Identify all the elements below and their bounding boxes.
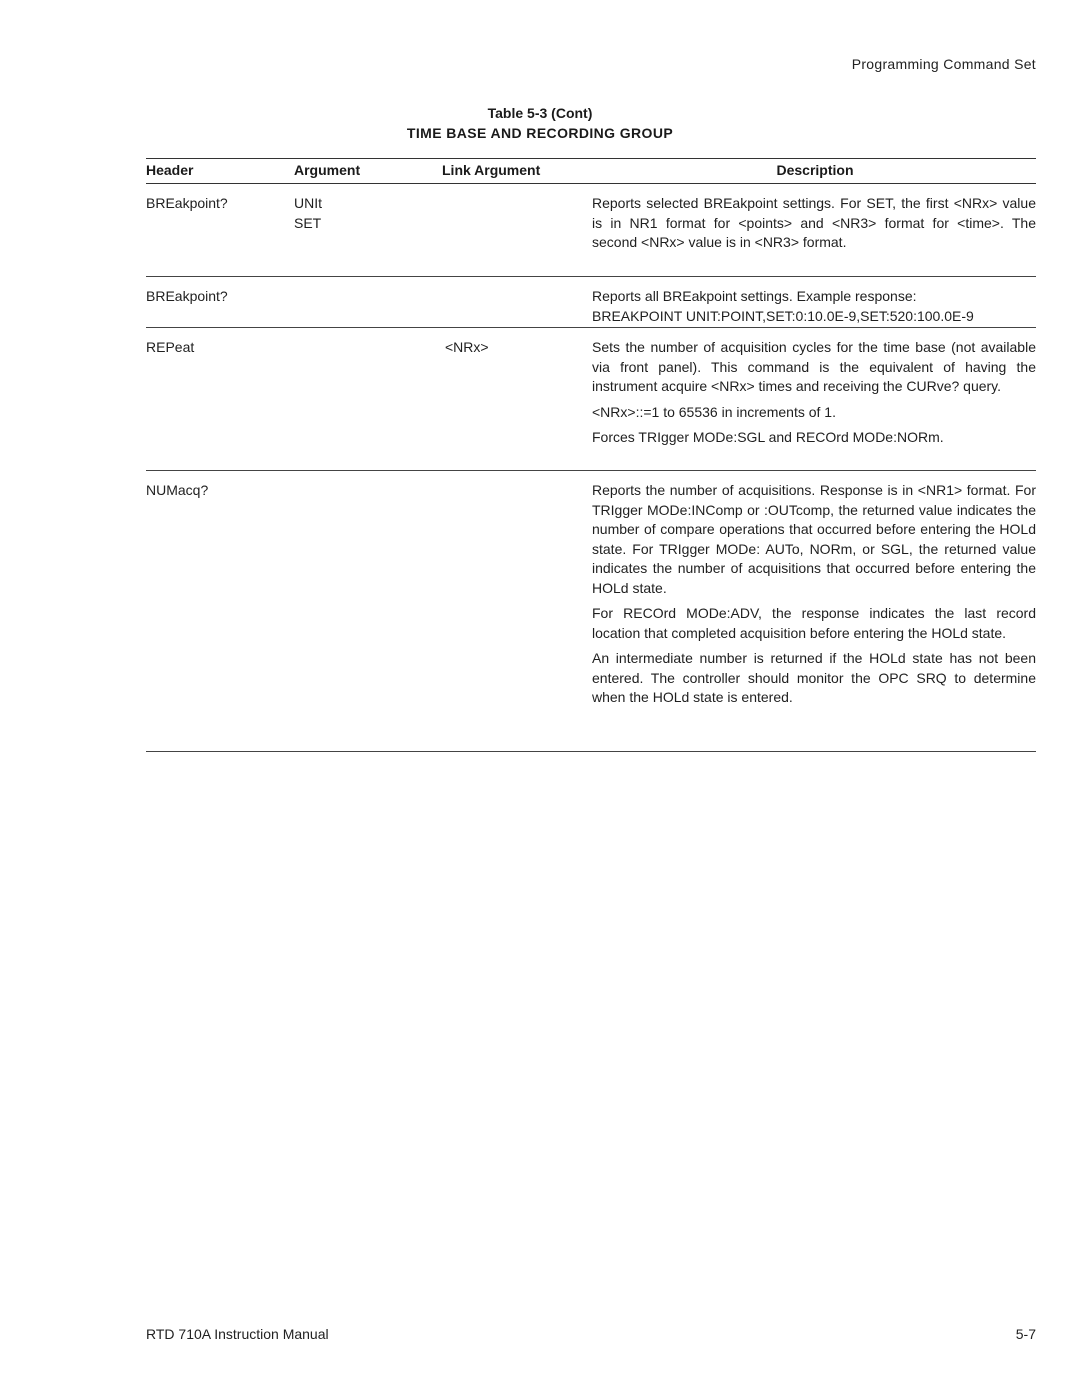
running-head: Programming Command Set [851,56,1036,72]
description-paragraph: <NRx>::=1 to 65536 in increments of 1. [592,403,836,420]
table-row [146,471,1036,752]
footer-manual-title: RTD 710A Instruction Manual [146,1326,329,1342]
description-paragraph: Reports selected BREakpoint settings. For SET, the first <NRx> value is in NR1 format for <points> and <NR3> format for <time>. The second <NRx> value is in <NR3> format. [592,195,1036,250]
row-header: REPeat [146,339,195,355]
row-description [592,194,1036,259]
column-header-argument: Argument [294,162,361,178]
table-number: Table 5-3 (Cont) [487,105,593,121]
footer-page-number: 5-7 [1015,1326,1036,1342]
description-paragraph: Forces TRIgger MODe:SGL and RECOrd MODe:NORm. [592,429,944,445]
description-paragraph: An intermediate number is returned if the HOLd state has not been entered. The controller should monitor the OPC SRQ to determine when the HOLd state is entered. [592,650,1036,705]
row-argument [294,194,322,233]
description-paragraph: Reports the number of acquisitions. Response is in <NR1> format. For TRIgger MODe:INComp or :OUTcomp, the returned value indicates the number of compare operations that occurred before entering the HOLd state. For TRIgger MODe: AUTo, NORm, or SGL, the returned value indicates the number of acquisitions that occurred before entering the HOLd state. [592,482,1036,596]
argument-line: SET [294,214,322,231]
row-link-argument: <NRx> [445,339,489,355]
table-row [146,184,1036,277]
row-description [592,481,1036,714]
row-description [592,287,1036,332]
description-paragraph: Sets the number of acquisition cycles for the time base (not available via front panel). This command is the equivalent of having the instrument acquire <NRx> times and receiving the CURve? query. [592,339,1036,394]
row-header: NUMacq? [146,482,209,498]
row-description [592,338,1036,454]
table-row [146,328,1036,471]
description-paragraph: BREAKPOINT UNIT:POINT,SET:0:10.0E-9,SET:520:100.0E-9 [592,307,974,324]
table-title: TIME BASE AND RECORDING GROUP [406,125,674,141]
column-header-header: Header [146,162,194,178]
row-header: BREakpoint? [146,195,228,211]
column-header-link-argument: Link Argument [442,162,541,178]
description-paragraph: Reports all BREakpoint settings. Example response: [592,288,917,304]
table-caption [0,103,1080,143]
description-paragraph: For RECOrd MODe:ADV, the response indicates the last record location that completed acquisition before entering the HOLd state. [592,605,1036,641]
argument-line: UNIt [294,195,322,211]
row-header: BREakpoint? [146,288,228,304]
table-row [146,277,1036,328]
command-table [146,158,1036,752]
table-header-row [146,158,1036,184]
column-header-description: Description [776,162,854,178]
